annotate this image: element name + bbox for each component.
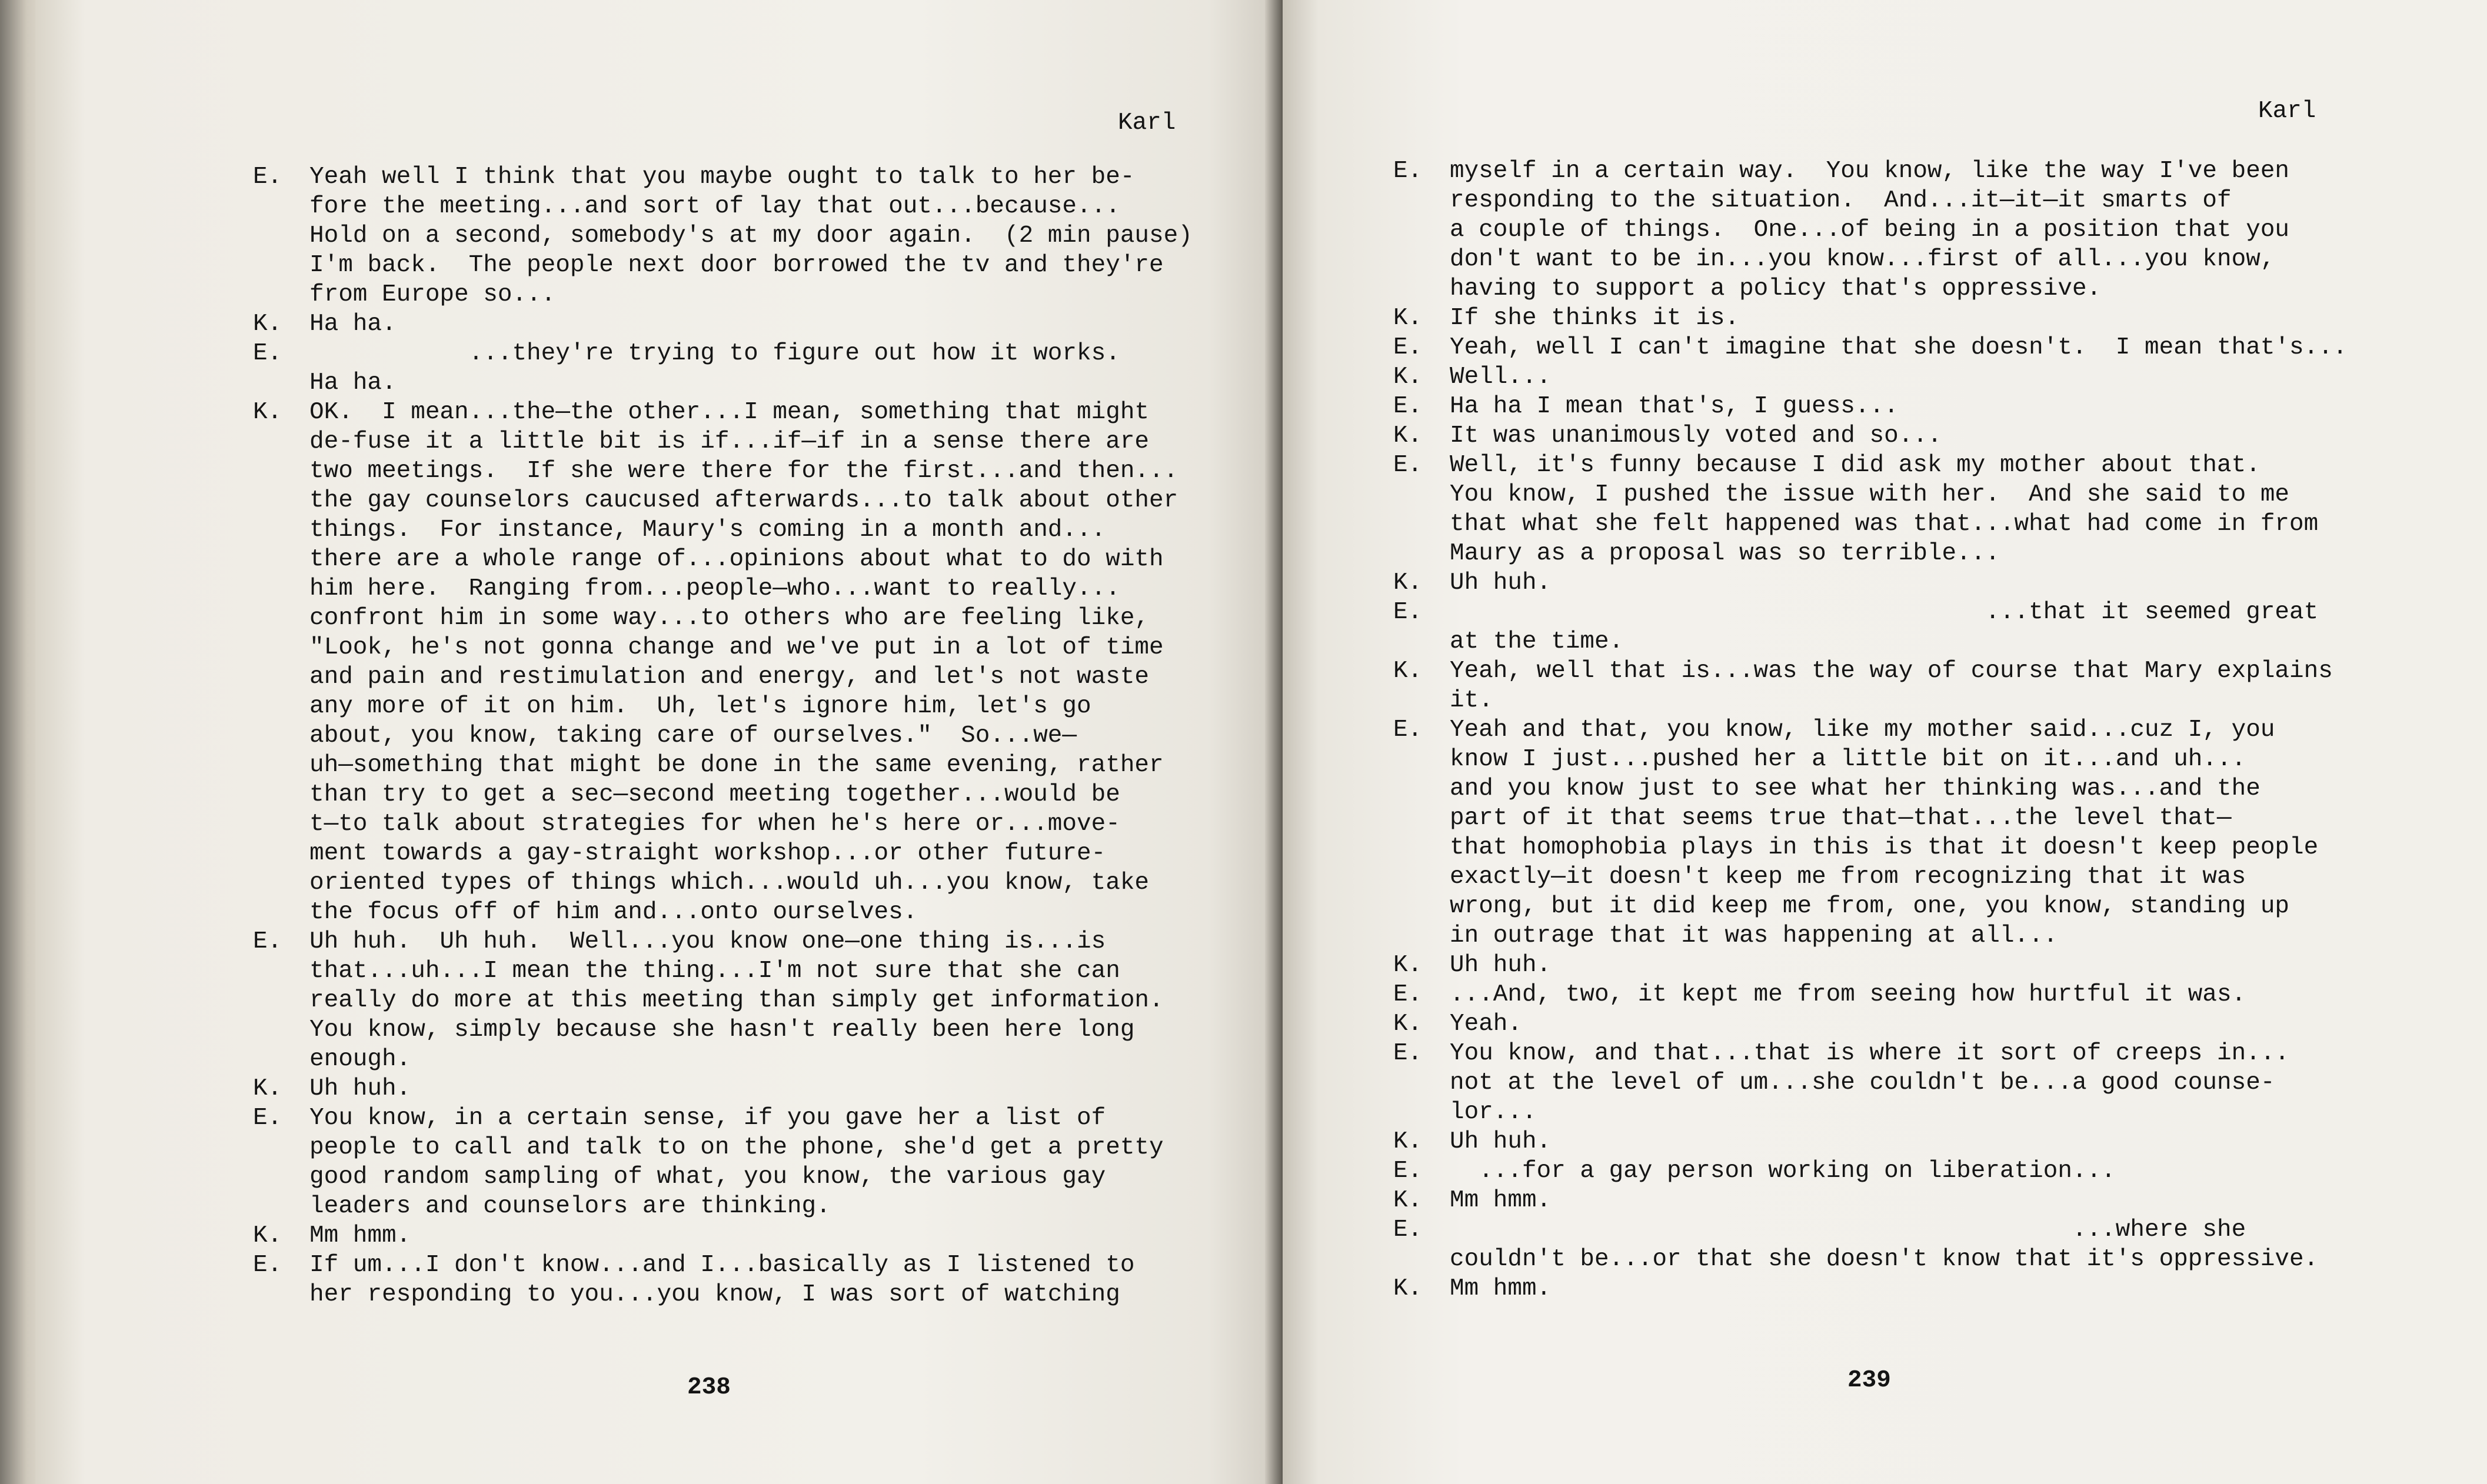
dialogue-line [253, 339, 1120, 368]
speaker-label [253, 251, 309, 280]
dialogue-line [253, 1280, 1120, 1309]
speaker-label: K. [1393, 364, 1423, 391]
dialogue-line [253, 662, 1149, 692]
dialogue-text: Yeah well I think that you maybe ought to talk to her be- [309, 164, 1135, 191]
dialogue-text: fore the meeting...and sort of lay that out...because... [309, 193, 1120, 220]
dialogue-line [253, 1162, 1106, 1192]
dialogue-text: ...where she [1450, 1216, 2246, 1243]
dialogue-line [1393, 539, 2000, 568]
dialogue-line [253, 868, 1149, 898]
dialogue-text: the focus off of him and...onto ourselves. [309, 899, 918, 926]
speaker-label: E. [253, 1252, 282, 1279]
dialogue-text: exactly—it doesn't keep me from recognizing that it was [1450, 863, 2246, 891]
dialogue-text: in outrage that it was happening at all... [1450, 922, 2058, 949]
dialogue-text: any more of it on him. Uh, let's ignore him, let's go [309, 693, 1091, 720]
dialogue-line [1393, 333, 2347, 362]
speaker-label: E. [253, 164, 282, 191]
dialogue-line [253, 398, 1149, 427]
dialogue-text: ...that it seemed great [1450, 599, 2319, 626]
speaker-label [1393, 480, 1450, 509]
speaker-label [1393, 509, 1450, 539]
speaker-label: K. [253, 399, 282, 426]
speaker-label [253, 898, 309, 927]
speaker-label [1393, 774, 1450, 803]
speaker-label [1393, 215, 1450, 245]
speaker-label [1393, 686, 1450, 715]
dialogue-line [1393, 1156, 2116, 1186]
speaker-label [253, 1133, 309, 1162]
dialogue-line [1393, 392, 1899, 421]
dialogue-line [1393, 509, 2318, 539]
dialogue-text: Ha ha. [309, 369, 397, 396]
dialogue-text: Hold on a second, somebody's at my door again. (2 min pause) [309, 222, 1193, 249]
dialogue-text: You know, I pushed the issue with her. And she said to me [1450, 481, 2290, 508]
dialogue-text: lor... [1450, 1099, 1537, 1126]
speaker-label [253, 839, 309, 868]
dialogue-text: Well, it's funny because I did ask my mother about that. [1450, 452, 2260, 479]
speaker-label: K. [1393, 658, 1423, 685]
dialogue-text: Yeah and that, you know, like my mother said...cuz I, you [1450, 716, 2275, 743]
dialogue-text: there are a whole range of...opinions about what to do with [309, 546, 1164, 573]
dialogue-line [1393, 186, 2232, 215]
speaker-label [253, 721, 309, 751]
dialogue-text: really do more at this meeting than simply get information. [309, 987, 1164, 1014]
dialogue-text: Yeah, well I can't imagine that she doesn't. I mean that's... [1450, 334, 2348, 361]
speaker-label [253, 868, 309, 898]
dialogue-line [253, 1221, 411, 1250]
dialogue-text: t—to talk about strategies for when he's here or...move- [309, 811, 1120, 838]
speaker-label: K. [1393, 1128, 1423, 1155]
dialogue-line [253, 603, 1149, 633]
dialogue-line [253, 221, 1193, 251]
dialogue-text: Mm hmm. [1450, 1275, 1552, 1302]
speaker-label [253, 427, 309, 456]
dialogue-text: from Europe so... [309, 281, 556, 308]
dialogue-line [1393, 598, 2318, 627]
speaker-label [1393, 745, 1450, 774]
dialogue-text: uh—something that might be done in the same evening, rather [309, 752, 1164, 779]
speaker-label: K. [253, 311, 282, 338]
dialogue-text: a couple of things. One...of being in a position that you [1450, 216, 2290, 244]
dialogue-line [253, 427, 1149, 456]
speaker-label: E. [1393, 452, 1423, 479]
dialogue-line [1393, 1215, 2246, 1245]
dialogue-text: You know, in a certain sense, if you gave her a list of [309, 1105, 1106, 1132]
dialogue-text: OK. I mean...the—the other...I mean, something that might [309, 399, 1150, 426]
dialogue-line [1393, 1068, 2275, 1098]
dialogue-text: You know, and that...that is where it sort of creeps in... [1450, 1040, 2290, 1067]
dialogue-line [253, 898, 917, 927]
speaker-label [253, 192, 309, 221]
dialogue-line [253, 1074, 411, 1103]
dialogue-text: than try to get a sec—second meeting together...would be [309, 781, 1120, 808]
dialogue-text: people to call and talk to on the phone, she'd get a pretty [309, 1134, 1164, 1161]
dialogue-text: I'm back. The people next door borrowed the tv and they're [309, 252, 1164, 279]
speaker-label [1393, 1068, 1450, 1098]
speaker-label: E. [1393, 599, 1423, 626]
speaker-label [253, 603, 309, 633]
dialogue-text: Ha ha I mean that's, I guess... [1450, 393, 1899, 420]
speaker-label [1393, 245, 1450, 274]
dialogue-text: her responding to you...you know, I was sort of watching [309, 1281, 1120, 1308]
dialogue-text: ment towards a gay-straight workshop...or other future- [309, 840, 1106, 867]
speaker-label [1393, 833, 1450, 862]
dialogue-line [1393, 1274, 1551, 1303]
dialogue-line [1393, 362, 1551, 392]
dialogue-text: it. [1450, 687, 1493, 714]
speaker-label: K. [1393, 1275, 1423, 1302]
dialogue-text: Uh huh. [1450, 569, 1552, 596]
dialogue-line [253, 545, 1164, 574]
speaker-label [253, 662, 309, 692]
speaker-label [253, 692, 309, 721]
speaker-label: K. [1393, 305, 1423, 332]
dialogue-line [253, 956, 1120, 986]
dialogue-line [253, 574, 1120, 603]
speaker-label: E. [1393, 1158, 1423, 1185]
dialogue-line [1393, 833, 2318, 862]
dialogue-line [1393, 1127, 1551, 1156]
dialogue-line [253, 162, 1134, 192]
dialogue-text: If she thinks it is. [1450, 305, 1740, 332]
dialogue-line [253, 515, 1106, 545]
dialogue-text: two meetings. If she were there for the first...and then... [309, 458, 1178, 485]
speaker-label: K. [1393, 1187, 1423, 1214]
dialogue-line [1393, 304, 1739, 333]
speaker-label [1393, 1245, 1450, 1274]
dialogue-text: oriented types of things which...would uh...you know, take [309, 869, 1150, 896]
dialogue-text: wrong, but it did keep me from, one, you know, standing up [1450, 893, 2290, 920]
speaker-label [1393, 921, 1450, 951]
speaker-label: K. [253, 1222, 282, 1249]
dialogue-line [1393, 274, 2101, 304]
dialogue-text: leaders and counselors are thinking. [309, 1193, 831, 1220]
speaker-label [253, 1192, 309, 1221]
speaker-label [253, 751, 309, 780]
dialogue-text: ...And, two, it kept me from seeing how hurtful it was. [1450, 981, 2246, 1008]
speaker-label [1393, 862, 1450, 892]
dialogue-text: about, you know, taking care of ourselves." So...we— [309, 722, 1077, 749]
speaker-label [1393, 627, 1450, 656]
dialogue-line [253, 1015, 1134, 1045]
dialogue-line [1393, 451, 2260, 480]
dialogue-text: Mm hmm. [1450, 1187, 1552, 1214]
speaker-label [253, 221, 309, 251]
dialogue-text: Ha ha. [309, 311, 397, 338]
dialogue-text: that what she felt happened was that...what had come in from [1450, 511, 2319, 538]
speaker-label [253, 1280, 309, 1309]
dialogue-line [1393, 627, 1623, 656]
speaker-label: K. [253, 1075, 282, 1102]
dialogue-line [253, 839, 1106, 868]
dialogue-line [1393, 862, 2246, 892]
dialogue-line [1393, 745, 2246, 774]
speaker-label: E. [253, 1105, 282, 1132]
dialogue-text: If um...I don't know...and I...basically as I listened to [309, 1252, 1135, 1279]
dialogue-line [253, 251, 1164, 280]
speaker-label [253, 545, 309, 574]
dialogue-text: enough. [309, 1046, 411, 1073]
speaker-label [253, 486, 309, 515]
dialogue-text: at the time. [1450, 628, 1624, 655]
dialogue-text: Uh huh. [1450, 952, 1552, 979]
dialogue-text: confront him in some way...to others who are feeling like, [309, 605, 1150, 632]
dialogue-line [1393, 1009, 1522, 1039]
speaker-label [253, 633, 309, 662]
dialogue-text: good random sampling of what, you know, the various gay [309, 1163, 1106, 1190]
dialogue-line [1393, 1186, 1551, 1215]
left-running-head: Karl [1118, 109, 1176, 136]
dialogue-line [1393, 480, 2289, 509]
dialogue-text: de-fuse it a little bit is if...if—if in a sense there are [309, 428, 1150, 455]
dialogue-text: Yeah. [1450, 1011, 1523, 1038]
dialogue-line [253, 927, 1106, 956]
dialogue-text: Mm hmm. [309, 1222, 411, 1249]
dialogue-text: myself in a certain way. You know, like the way I've been [1450, 158, 2290, 185]
speaker-label [253, 368, 309, 398]
dialogue-line [253, 486, 1178, 515]
speaker-label: K. [1393, 569, 1423, 596]
dialogue-line [1393, 686, 1493, 715]
dialogue-line [253, 456, 1178, 486]
dialogue-text: the gay counselors caucused afterwards...to talk about other [309, 487, 1178, 514]
dialogue-line [253, 633, 1164, 662]
dialogue-text: "Look, he's not gonna change and we've put in a lot of time [309, 634, 1164, 661]
dialogue-line [1393, 245, 2275, 274]
dialogue-text: couldn't be...or that she doesn't know that it's oppressive. [1450, 1246, 2319, 1273]
dialogue-line [253, 280, 555, 309]
dialogue-line [1393, 156, 2289, 186]
speaker-label: E. [1393, 393, 1423, 420]
dialogue-line [253, 368, 397, 398]
dialogue-text: responding to the situation. And...it—it—it smarts of [1450, 187, 2232, 214]
speaker-label [253, 780, 309, 809]
dialogue-text: that homophobia plays in this is that it doesn't keep people [1450, 834, 2319, 861]
dialogue-line [253, 986, 1164, 1015]
dialogue-line [1393, 951, 1551, 980]
dialogue-text: ...for a gay person working on liberation... [1450, 1158, 2116, 1185]
dialogue-text: ...they're trying to figure out how it works. [309, 340, 1120, 367]
dialogue-text: Uh huh. [1450, 1128, 1552, 1155]
speaker-label [1393, 803, 1450, 833]
speaker-label [1393, 539, 1450, 568]
speaker-label [253, 456, 309, 486]
dialogue-line [1393, 1098, 1537, 1127]
dialogue-text: It was unanimously voted and so... [1450, 422, 1942, 449]
dialogue-line [1393, 892, 2289, 921]
dialogue-line [253, 780, 1120, 809]
right-running-head: Karl [2258, 98, 2316, 125]
dialogue-line [1393, 568, 1551, 598]
dialogue-text: know I just...pushed her a little bit on it...and uh... [1450, 746, 2246, 773]
dialogue-line [1393, 921, 2057, 951]
dialogue-text: him here. Ranging from...people—who...want to really... [309, 575, 1120, 602]
dialogue-line [253, 1192, 831, 1221]
speaker-label: E. [253, 340, 282, 367]
speaker-label: K. [1393, 422, 1423, 449]
speaker-label: K. [1393, 1011, 1423, 1038]
dialogue-line [1393, 1245, 2318, 1274]
dialogue-line [253, 309, 397, 339]
right-page [1283, 0, 2487, 1484]
left-page [35, 0, 1283, 1484]
dialogue-line [1393, 715, 2275, 745]
dialogue-text: that...uh...I mean the thing...I'm not sure that she can [309, 958, 1120, 985]
speaker-label [1393, 274, 1450, 304]
speaker-label: E. [253, 928, 282, 955]
speaker-label [253, 280, 309, 309]
dialogue-line [253, 192, 1120, 221]
speaker-label [253, 986, 309, 1015]
dialogue-line [253, 1103, 1106, 1133]
dialogue-line [1393, 421, 1942, 451]
dialogue-text: having to support a policy that's oppressive. [1450, 275, 2102, 302]
speaker-label: E. [1393, 1040, 1423, 1067]
speaker-label [253, 1045, 309, 1074]
speaker-label: E. [1393, 334, 1423, 361]
speaker-label: E. [1393, 1216, 1423, 1243]
speaker-label [1393, 186, 1450, 215]
dialogue-text: don't want to be in...you know...first of all...you know, [1450, 246, 2275, 273]
dialogue-line [1393, 803, 2232, 833]
speaker-label: E. [1393, 158, 1423, 185]
dialogue-text: Uh huh. Uh huh. Well...you know one—one thing is...is [309, 928, 1106, 955]
dialogue-text: Uh huh. [309, 1075, 411, 1102]
dialogue-text: part of it that seems true that—that...the level that— [1450, 805, 2232, 832]
dialogue-line [1393, 656, 2333, 686]
dialogue-text: and you know just to see what her thinking was...and the [1450, 775, 2260, 802]
dialogue-text: You know, simply because she hasn't really been here long [309, 1016, 1135, 1043]
dialogue-text: Maury as a proposal was so terrible... [1450, 540, 2000, 567]
dialogue-line [253, 692, 1091, 721]
speaker-label [253, 809, 309, 839]
speaker-label [253, 515, 309, 545]
dialogue-line [253, 1133, 1164, 1162]
dialogue-line [253, 751, 1164, 780]
dialogue-line [1393, 980, 2246, 1009]
speaker-label [253, 1015, 309, 1045]
speaker-label [1393, 1098, 1450, 1127]
speaker-label: K. [1393, 952, 1423, 979]
dialogue-text: and pain and restimulation and energy, and let's not waste [309, 663, 1150, 691]
speaker-label [253, 1162, 309, 1192]
dialogue-line [1393, 1039, 2289, 1068]
dialogue-text: things. For instance, Maury's coming in a month and... [309, 516, 1106, 543]
speaker-label: E. [1393, 981, 1423, 1008]
dialogue-line [253, 809, 1120, 839]
right-page-number: 239 [1847, 1367, 1891, 1394]
dialogue-line [253, 1250, 1134, 1280]
dialogue-text: Yeah, well that is...was the way of course that Mary explains [1450, 658, 2333, 685]
dialogue-line [1393, 215, 2289, 245]
speaker-label [253, 574, 309, 603]
left-page-number: 238 [687, 1374, 731, 1401]
dialogue-line [253, 721, 1077, 751]
speaker-label: E. [1393, 716, 1423, 743]
dialogue-text: Well... [1450, 364, 1552, 391]
dialogue-line [1393, 774, 2260, 803]
dialogue-text: not at the level of um...she couldn't be...a good counse- [1450, 1069, 2275, 1096]
speaker-label [1393, 892, 1450, 921]
dialogue-line [253, 1045, 411, 1074]
speaker-label [253, 956, 309, 986]
